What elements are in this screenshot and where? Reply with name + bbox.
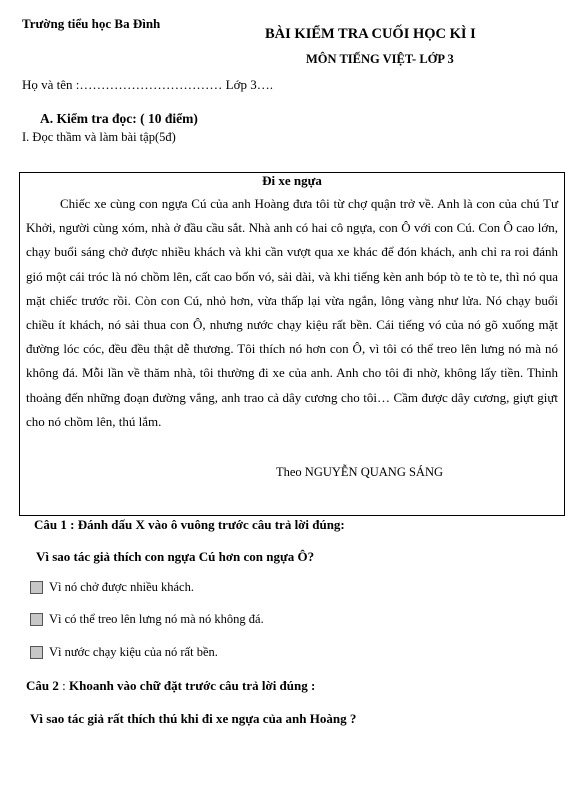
question-2-number: Câu 2 [26,678,59,693]
school-name: Trường tiểu học Ba Đình [22,16,161,31]
subject-title: MÔN TIẾNG VIỆT- LỚP 3 [306,52,454,66]
question-1-option-1[interactable] [30,580,194,595]
option-text: Vì nó chở được nhiều khách. [49,580,194,594]
question-2-prompt: Vì sao tác giả rất thích thú khi đi xe ngựa của anh Hoàng ? [30,711,357,726]
question-1-option-2[interactable] [30,612,264,627]
exam-title: BÀI KIỂM TRA CUỐI HỌC KÌ I [265,26,476,42]
passage-title: Đi xe ngựa [262,173,322,188]
section-a-heading: A. Kiểm tra đọc: ( 10 điểm) [40,111,198,126]
section-i-heading: I. Đọc thầm và làm bài tập(5đ) [22,130,176,144]
student-name-line: Họ và tên :…………………………… Lớp 3…. [22,77,273,92]
checkbox-icon[interactable] [30,613,43,626]
question-2-separator: : [58,678,69,693]
question-1-prompt: Vì sao tác giả thích con ngựa Cú hơn con ngựa Ô? [36,549,315,564]
question-2-instruction: Khoanh vào chữ đặt trước câu trả lời đúng : [69,678,316,693]
passage-source: Theo NGUYỄN QUANG SÁNG [276,465,443,479]
question-1-label: Câu 1 : Đánh dấu X vào ô vuông trước câu trả lời đúng: [34,517,345,532]
question-2-label [26,678,315,694]
checkbox-icon[interactable] [30,581,43,594]
option-text: Vì nước chạy kiệu của nó rất bền. [49,645,218,659]
option-text: Vì có thể treo lên lưng nó mà nó không đá. [49,612,264,626]
checkbox-icon[interactable] [30,646,43,659]
passage-text: Chiếc xe cùng con ngựa Cú của anh Hoàng đưa tôi từ chợ quận trở về. Anh là con của chú Tư Khởi, người cùng xóm, nhà ở đầu cầu sắt. Nhà anh có hai cô ngựa, con Ô với con Cú. Con Ô cao lớn, chạy buổi sáng chở được nhiều khách và khi cần vượt qua xe khác để đón khách, anh chỉ ra roi đánh gió một cái tróc là nó chồm lên, cất cao bốn vó, sải dài, và khi tiếng kèn anh bóp tò te tò te, thì nó qua mặt chiếc trước rồi. Còn con Cú, nhỏ hơn, vừa thấp lại vừa ngắn, lông vàng như lửa. Nó chạy buổi chiều ít khách, nó sải thua con Ô, nhưng nước chạy kiệu rất bền. Cái tiếng vó của nó gõ xuống mặt đường lóc cóc, đều đều thật dễ thương. Tôi thích nó hơn con Ô, vì tôi có thể treo lên lưng nó mà nó không đá. Mỗi lần về thăm nhà, tôi thường đi xe của anh. Anh cho tôi đi nhờ, không lấy tiền. Thỉnh thoảng đến những đoạn đường vắng, anh trao cả dây cương cho tôi… Cầm được dây cương, giựt giựt cho nó chồm lên, thú lắm. [26,196,558,429]
reading-passage [19,172,565,516]
question-1-option-3[interactable] [30,645,218,660]
